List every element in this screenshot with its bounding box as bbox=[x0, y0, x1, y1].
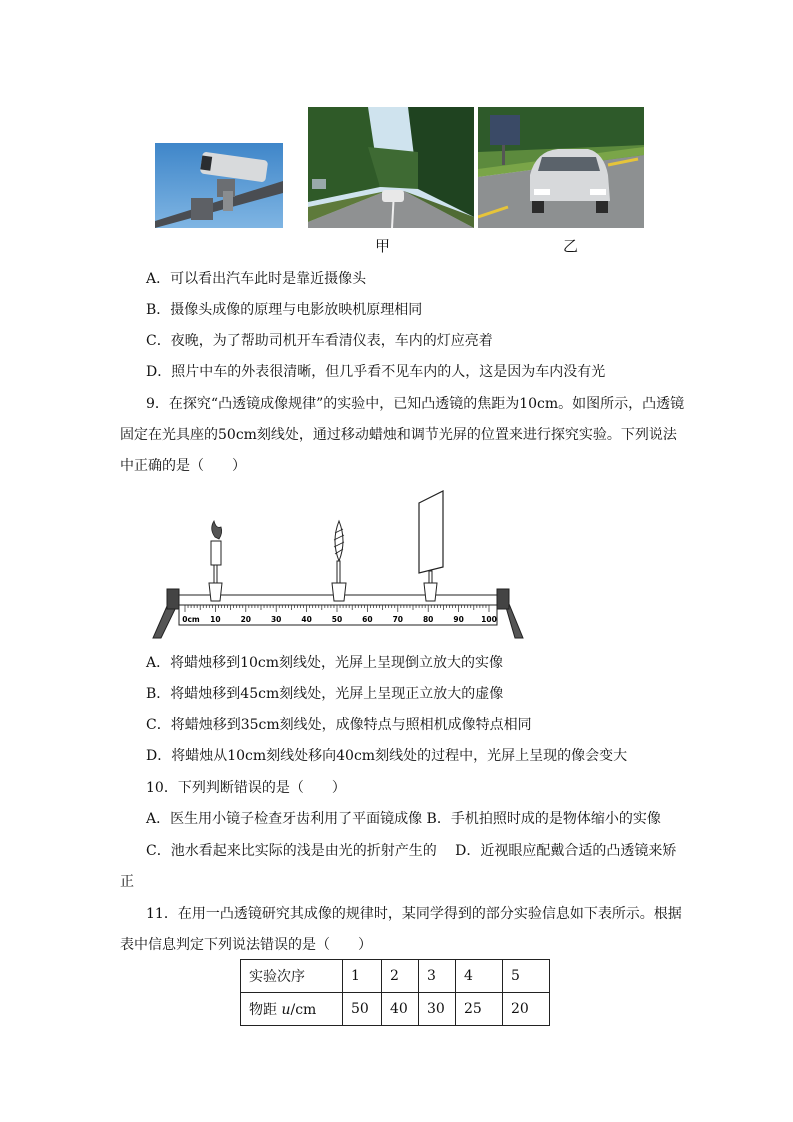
distance-unit: /cm bbox=[290, 1002, 317, 1018]
ruler-label: 50 bbox=[331, 615, 343, 624]
q9-stem-line1: 9．在探究“凸透镜成像规律”的实验中，已知凸透镜的焦距为10cm。如图所示，凸透镜 bbox=[146, 396, 685, 412]
ruler-label: 30 bbox=[270, 615, 282, 624]
q9-option-b: B．将蜡烛移到45cm刻线处，光屏上呈现正立放大的虚像 bbox=[146, 686, 504, 702]
q9-stem-line2: 固定在光具座的50cm刻线处，通过移动蜡烛和调节光屏的位置来进行探究实验。下列说法 bbox=[120, 427, 677, 443]
table-cell: 5 bbox=[503, 960, 550, 993]
road-photo-jia bbox=[308, 107, 474, 228]
table-cell: 2 bbox=[382, 960, 419, 993]
ruler-label: 10 bbox=[210, 615, 221, 624]
q9-stem-line3: 中正确的是（ ） bbox=[120, 458, 246, 474]
q10-stem: 10．下列判断错误的是（ ） bbox=[146, 780, 346, 796]
table-row bbox=[241, 993, 550, 1026]
table-cell: 25 bbox=[456, 993, 503, 1026]
road-photo-yi bbox=[478, 107, 644, 228]
table-cell: 3 bbox=[419, 960, 456, 993]
ruler-label: 20 bbox=[240, 615, 252, 624]
ruler-label: 70 bbox=[392, 615, 404, 624]
q11-stem-line2: 表中信息判定下列说法错误的是（ ） bbox=[120, 937, 372, 953]
caption-yi: 乙 bbox=[563, 237, 579, 255]
optical-bench-diagram bbox=[145, 485, 530, 645]
experiment-table bbox=[240, 959, 550, 1026]
table-row bbox=[241, 960, 550, 993]
distance-var: u bbox=[281, 1002, 291, 1018]
distance-label: 物距 bbox=[249, 1002, 282, 1018]
ruler-label: 40 bbox=[301, 615, 312, 624]
q8-option-d: D．照片中车的外表很清晰，但几乎看不见车内的人，这是因为车内没有光 bbox=[146, 364, 606, 380]
convex-lens-icon bbox=[332, 521, 346, 601]
ruler-label: 80 bbox=[422, 615, 434, 624]
ruler-label: 90 bbox=[453, 615, 464, 624]
q8-option-a: A．可以看出汽车此时是靠近摄像头 bbox=[146, 271, 367, 287]
ruler-label: 0cm bbox=[182, 615, 200, 624]
q11-stem-line1: 11．在用一凸透镜研究其成像的规律时，某同学得到的部分实验信息如下表所示。根据 bbox=[146, 906, 682, 922]
q9-option-a: A．将蜡烛移到10cm刻线处，光屏上呈现倒立放大的实像 bbox=[146, 655, 504, 671]
q9-option-d: D．将蜡烛从10cm刻线处移向40cm刻线处的过程中，光屏上呈现的像会变大 bbox=[146, 748, 628, 764]
table-cell: 4 bbox=[456, 960, 503, 993]
table-cell: 20 bbox=[503, 993, 550, 1026]
table-cell: 50 bbox=[343, 993, 382, 1026]
q10-options-line2: C．池水看起来比实际的浅是由光的折射产生的 D．近视眼应配戴合适的凸透镜来矫 bbox=[146, 843, 677, 859]
ruler-label: 100 bbox=[481, 615, 497, 624]
table-cell: 30 bbox=[419, 993, 456, 1026]
light-screen-icon bbox=[419, 491, 443, 601]
q10-options-line1: A．医生用小镜子检查牙齿利用了平面镜成像 B．手机拍照时成的是物体缩小的实像 bbox=[146, 811, 661, 827]
camera-photo bbox=[155, 143, 283, 228]
table-header-distance bbox=[241, 993, 343, 1026]
table-header-trial: 实验次序 bbox=[241, 960, 343, 993]
caption-jia: 甲 bbox=[375, 237, 391, 255]
table-cell: 40 bbox=[382, 993, 419, 1026]
q9-option-c: C．将蜡烛移到35cm刻线处，成像特点与照相机成像特点相同 bbox=[146, 717, 532, 733]
candle-icon bbox=[209, 521, 222, 601]
q8-option-b: B．摄像头成像的原理与电影放映机原理相同 bbox=[146, 302, 423, 318]
ruler-label: 60 bbox=[362, 615, 373, 624]
q8-option-c: C．夜晚，为了帮助司机开车看清仪表，车内的灯应亮着 bbox=[146, 333, 493, 349]
table-cell: 1 bbox=[343, 960, 382, 993]
q10-options-line3: 正 bbox=[120, 874, 134, 890]
